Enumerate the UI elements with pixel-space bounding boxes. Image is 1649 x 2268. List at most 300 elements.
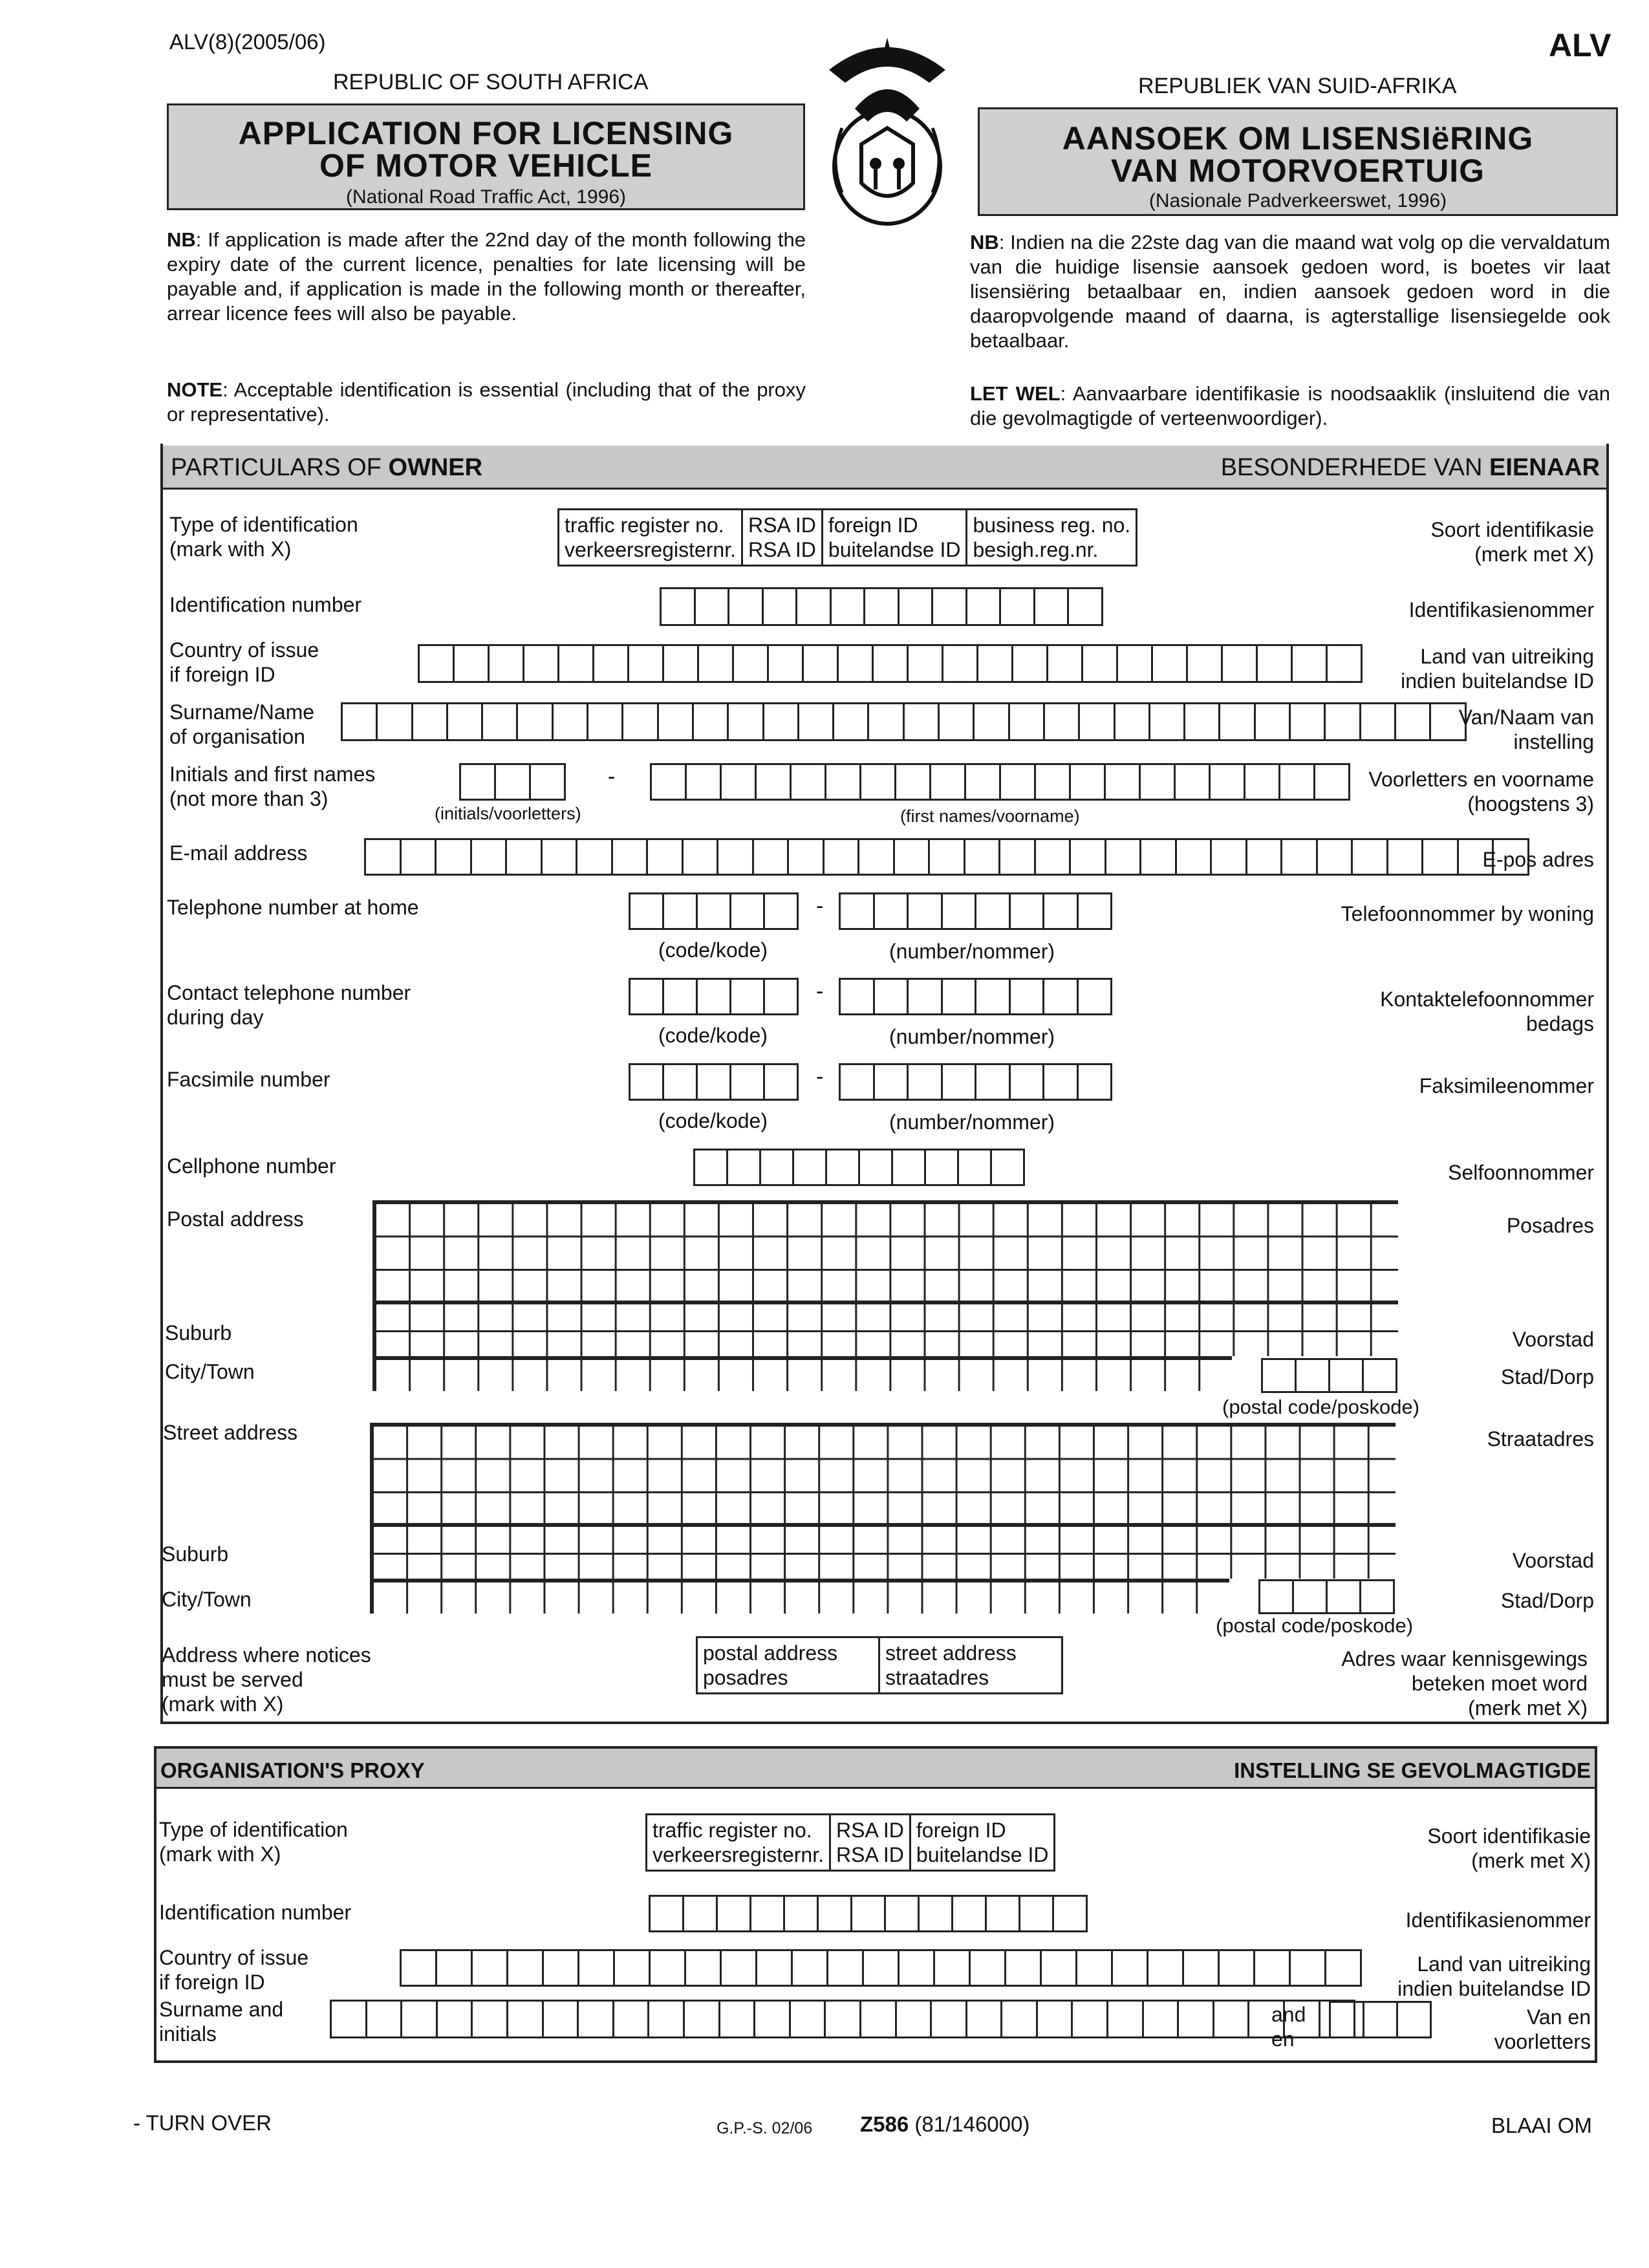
input-cell[interactable] [1071,765,1106,799]
input-cell[interactable] [1256,704,1291,739]
input-cell[interactable] [1011,894,1045,928]
input-cell[interactable] [722,765,757,799]
input-cell[interactable] [967,2002,1003,2036]
input-cell[interactable] [544,1951,579,1985]
input-cell[interactable] [967,589,1002,624]
proxy-section-header [156,1749,1595,1789]
input-cell[interactable] [1044,894,1079,928]
input-cell[interactable] [978,646,1013,681]
input-cell[interactable] [437,1951,473,1985]
input-cell[interactable] [684,1897,718,1930]
input-cell[interactable] [1141,840,1177,874]
owner-postal-address-grid[interactable] [372,1200,1398,1301]
input-cell[interactable] [651,1897,684,1930]
input-cell[interactable] [909,894,943,928]
title-en-line2: OF MOTOR VEHICLE [319,147,653,184]
input-cell[interactable] [508,2002,544,2036]
input-cell[interactable] [841,1065,875,1099]
input-cell[interactable] [1212,840,1247,874]
input-cell[interactable] [1188,646,1223,681]
input-cell[interactable] [577,840,613,874]
input-cell[interactable] [1331,2003,1364,2036]
input-cell[interactable] [895,840,931,874]
input-cell[interactable] [1364,1360,1397,1391]
input-cell[interactable] [413,704,448,739]
input-cell[interactable] [1263,1360,1297,1391]
input-cell[interactable] [1211,765,1245,799]
input-cell[interactable] [664,1065,698,1099]
owner-first-names-field[interactable] [650,763,1350,801]
input-cell[interactable] [754,840,790,874]
input-cell[interactable] [757,1951,793,1985]
input-cell[interactable] [1361,1581,1395,1612]
input-cell[interactable] [1011,1065,1045,1099]
input-cell[interactable] [473,1951,508,1985]
input-cell[interactable] [1258,646,1293,681]
input-cell[interactable] [402,1951,437,1985]
input-cell[interactable] [1361,704,1396,739]
input-cell[interactable] [629,646,664,681]
input-cell[interactable] [792,765,826,799]
input-cell[interactable] [686,1951,722,1985]
input-cell[interactable] [1297,1360,1330,1391]
input-cell[interactable] [343,704,378,739]
input-cell[interactable] [402,840,437,874]
input-cell[interactable] [965,840,1001,874]
input-cell[interactable] [630,980,664,1013]
input-cell[interactable] [789,840,824,874]
input-cell[interactable] [436,840,472,874]
owner-fax-code-field[interactable] [629,1063,799,1101]
input-cell[interactable] [1044,1065,1079,1099]
turn-over-text: - TURN OVER [133,2111,272,2135]
input-cell[interactable] [1353,840,1388,874]
input-cell[interactable] [1364,2003,1398,2036]
input-cell[interactable] [943,894,977,928]
input-cell[interactable] [861,2002,897,2036]
input-cell[interactable] [959,1150,992,1184]
input-cell[interactable] [1291,1951,1326,1985]
input-cell[interactable] [531,765,566,799]
owner-surname-field[interactable] [341,702,1467,741]
owner-street-city-grid[interactable] [370,1579,1229,1614]
input-cell[interactable] [799,704,834,739]
input-cell[interactable] [933,589,967,624]
input-cell[interactable] [687,765,722,799]
input-cell[interactable] [728,1150,761,1184]
input-cell[interactable] [698,1065,731,1099]
input-cell[interactable] [765,1065,799,1099]
input-cell[interactable] [1106,765,1141,799]
input-cell[interactable] [420,646,455,681]
input-cell[interactable] [932,2002,967,2036]
input-cell[interactable] [1080,704,1115,739]
input-cell[interactable] [455,646,490,681]
owner-country-label-en: Country of issue if foreign ID [169,638,319,686]
input-cell[interactable] [971,1951,1006,1985]
input-cell[interactable] [524,646,559,681]
input-cell[interactable] [648,840,684,874]
input-cell[interactable] [1044,980,1079,1013]
input-cell[interactable] [630,1065,664,1099]
input-cell[interactable] [864,1951,900,1985]
input-cell[interactable] [757,765,792,799]
input-cell[interactable] [819,1897,852,1930]
input-cell[interactable] [920,1897,953,1930]
input-cell[interactable] [1073,2002,1108,2036]
input-cell[interactable] [931,765,966,799]
proxy-initials-field[interactable] [1329,2001,1432,2038]
input-cell[interactable] [1054,1897,1088,1930]
input-cell[interactable] [490,646,524,681]
input-cell[interactable] [366,840,402,874]
input-cell[interactable] [1294,1581,1328,1612]
input-cell[interactable] [1006,1951,1042,1985]
input-cell[interactable] [1036,765,1071,799]
owner-id-number-field[interactable] [660,587,1103,626]
tel-home-number-caption: (number/nommer) [889,940,1055,963]
input-cell[interactable] [1069,589,1103,624]
input-cell[interactable] [943,980,977,1013]
input-cell[interactable] [1293,646,1328,681]
input-cell[interactable] [554,704,588,739]
input-cell[interactable] [860,1150,893,1184]
input-cell[interactable] [897,2002,932,2036]
input-cell[interactable] [976,980,1011,1013]
input-cell[interactable] [699,646,734,681]
input-cell[interactable] [651,1951,686,1985]
owner-contact-number-field[interactable] [839,978,1112,1015]
input-cell[interactable] [518,704,553,739]
input-cell[interactable] [332,2002,367,2036]
input-cell[interactable] [1396,704,1431,739]
owner-id-type-foreign-id[interactable]: foreign ID buitelandse ID [823,510,968,565]
input-cell[interactable] [1423,840,1459,874]
input-cell[interactable] [507,840,543,874]
input-cell[interactable] [1150,704,1185,739]
input-cell[interactable] [1083,646,1118,681]
contact-separator: - [816,979,824,1004]
input-cell[interactable] [1035,589,1070,624]
input-cell[interactable] [438,2002,473,2036]
input-cell[interactable] [378,704,413,739]
input-cell[interactable] [722,1951,757,1985]
input-cell[interactable] [1001,589,1035,624]
input-cell[interactable] [579,2002,614,2036]
input-cell[interactable] [875,980,909,1013]
input-cell[interactable] [764,704,799,739]
input-cell[interactable] [1108,2002,1144,2036]
input-cell[interactable] [900,589,934,624]
input-cell[interactable] [839,646,874,681]
input-cell[interactable] [662,589,696,624]
input-cell[interactable] [1002,2002,1038,2036]
input-cell[interactable] [731,894,765,928]
proxy-country-label-en: Country of issue if foreign ID [159,1946,309,1994]
input-cell[interactable] [1141,765,1176,799]
input-cell[interactable] [940,704,975,739]
input-cell[interactable] [588,704,623,739]
input-cell[interactable] [1036,840,1072,874]
owner-cell-field[interactable] [693,1149,1025,1186]
input-cell[interactable] [1280,765,1315,799]
input-cell[interactable] [1328,1581,1361,1612]
owner-street-address-grid[interactable] [370,1423,1396,1523]
input-cell[interactable] [731,1065,765,1099]
owner-email-field[interactable] [364,838,1529,876]
input-cell[interactable] [832,589,866,624]
input-cell[interactable] [794,1150,827,1184]
input-cell[interactable] [1113,1951,1148,1985]
input-cell[interactable] [874,646,909,681]
proxy-id-type-rsa-id[interactable]: RSA ID RSA ID [831,1815,911,1870]
note-en [167,378,806,427]
postal-code-caption-1: (postal code/poskode) [1222,1396,1420,1418]
input-cell[interactable] [1013,646,1048,681]
input-cell[interactable] [966,765,1001,799]
input-cell[interactable] [909,646,943,681]
input-cell[interactable] [953,1897,987,1930]
input-cell[interactable] [1118,646,1153,681]
input-cell[interactable] [1106,840,1142,874]
input-cell[interactable] [1214,2002,1250,2036]
input-cell[interactable] [720,2002,756,2036]
input-cell[interactable] [1179,2002,1214,2036]
input-cell[interactable] [869,704,904,739]
input-cell[interactable] [594,646,629,681]
input-cell[interactable] [1001,765,1036,799]
input-cell[interactable] [1144,2002,1180,2036]
input-cell[interactable] [1000,840,1036,874]
input-cell[interactable] [1011,980,1045,1013]
input-cell[interactable] [694,704,729,739]
owner-postal-suburb-label-en: Suburb [165,1321,232,1345]
proxy-id-type-foreign-id[interactable]: foreign ID buitelandse ID [916,1819,1049,1866]
input-cell[interactable] [613,840,649,874]
input-cell[interactable] [793,1951,828,1985]
owner-contact-code-field[interactable] [629,978,799,1015]
input-cell[interactable] [630,894,664,928]
input-cell[interactable] [797,589,832,624]
input-cell[interactable] [769,646,804,681]
input-cell[interactable] [698,980,731,1013]
input-cell[interactable] [461,765,496,799]
input-cell[interactable] [865,589,900,624]
input-cell[interactable] [875,894,909,928]
input-cell[interactable] [448,704,483,739]
input-cell[interactable] [1223,646,1258,681]
owner-country-field[interactable] [418,644,1363,683]
input-cell[interactable] [1184,1951,1220,1985]
input-cell[interactable] [472,840,508,874]
input-cell[interactable] [1020,1897,1054,1930]
input-cell[interactable] [1328,646,1363,681]
input-cell[interactable] [765,894,799,928]
input-cell[interactable] [1148,1951,1184,1985]
input-cell[interactable] [1330,1360,1364,1391]
input-cell[interactable] [1079,980,1113,1013]
input-cell[interactable] [623,704,658,739]
input-cell[interactable] [684,840,719,874]
input-cell[interactable] [886,1897,920,1930]
input-cell[interactable] [761,1150,794,1184]
input-cell[interactable] [896,765,931,799]
input-cell[interactable] [1318,840,1353,874]
input-cell[interactable] [695,1150,728,1184]
input-cell[interactable] [508,1951,544,1985]
owner-postal-city-grid[interactable] [372,1356,1232,1391]
input-cell[interactable] [764,589,798,624]
input-cell[interactable] [1079,894,1113,928]
input-cell[interactable] [755,2002,791,2036]
input-cell[interactable] [1255,1951,1291,1985]
input-cell[interactable] [543,840,578,874]
input-cell[interactable] [483,704,518,739]
input-cell[interactable] [664,980,698,1013]
input-cell[interactable] [402,2002,438,2036]
input-cell[interactable] [791,2002,826,2036]
owner-tel-home-number-field[interactable] [839,892,1112,930]
input-cell[interactable] [852,1897,886,1930]
input-cell[interactable] [473,2002,508,2036]
input-cell[interactable] [827,1150,860,1184]
input-cell[interactable] [652,765,687,799]
proxy-id-number-field[interactable] [649,1895,1088,1932]
proxy-id-type-traffic-register[interactable]: traffic register no. verkeersregisternr. [647,1815,831,1870]
input-cell[interactable] [841,980,875,1013]
owner-initials-field[interactable] [459,763,566,801]
input-cell[interactable] [943,646,978,681]
owner-fax-number-field[interactable] [839,1063,1112,1101]
input-cell[interactable] [826,2002,861,2036]
input-cell[interactable] [698,894,731,928]
input-cell[interactable] [696,589,730,624]
notices-option-street[interactable]: street address straatadres [885,1641,1017,1689]
input-cell[interactable] [1247,840,1283,874]
input-cell[interactable] [1245,765,1280,799]
owner-notices-label-af: Adres waar kennisgewings beteken moet word (merk met X) [1341,1647,1588,1720]
owner-tel-home-code-field[interactable] [629,892,799,930]
input-cell[interactable] [826,765,861,799]
input-cell[interactable] [1220,704,1255,739]
input-cell[interactable] [1185,704,1220,739]
input-cell[interactable] [367,2002,403,2036]
input-cell[interactable] [943,1065,977,1099]
input-cell[interactable] [731,980,765,1013]
input-cell[interactable] [976,894,1011,928]
proxy-country-field[interactable] [400,1949,1362,1987]
input-cell[interactable] [987,1897,1020,1930]
nb-en-label: NB [167,228,196,251]
input-cell[interactable] [828,1951,864,1985]
input-cell[interactable] [664,894,698,928]
input-cell[interactable] [729,704,764,739]
owner-id-type-traffic-register[interactable]: traffic register no. verkeersregisternr. [559,510,743,565]
input-cell[interactable] [905,704,940,739]
input-cell[interactable] [1079,1065,1113,1099]
input-cell[interactable] [1388,840,1424,874]
input-cell[interactable] [930,840,965,874]
input-cell[interactable] [1045,704,1080,739]
input-cell[interactable] [841,894,875,928]
input-cell[interactable] [975,704,1009,739]
input-cell[interactable] [1326,704,1361,739]
input-cell[interactable] [785,1897,819,1930]
input-cell[interactable] [544,2002,579,2036]
input-cell[interactable] [579,1951,615,1985]
input-cell[interactable] [649,2002,685,2036]
input-cell[interactable] [729,589,764,624]
input-cell[interactable] [893,1150,926,1184]
tel-home-code-caption: (code/kode) [658,938,768,962]
owner-postal-suburb-grid[interactable] [372,1301,1398,1356]
input-cell[interactable] [1077,1951,1113,1985]
input-cell[interactable] [1116,704,1150,739]
input-cell[interactable] [935,1951,971,1985]
input-cell[interactable] [1220,1951,1255,1985]
input-cell[interactable] [1260,1581,1294,1612]
input-cell[interactable] [1048,646,1083,681]
input-cell[interactable] [659,704,694,739]
input-cell[interactable] [1042,1951,1077,1985]
owner-street-postal-code-field[interactable] [1258,1579,1395,1614]
owner-id-number-label-af: Identifikasienommer [1408,598,1594,621]
input-cell[interactable] [1177,840,1212,874]
input-cell[interactable] [875,1065,909,1099]
input-cell[interactable] [824,840,860,874]
input-cell[interactable] [1071,840,1106,874]
input-cell[interactable] [718,840,754,874]
input-cell[interactable] [1326,1951,1362,1985]
input-cell[interactable] [804,646,839,681]
input-cell[interactable] [496,765,531,799]
input-cell[interactable] [1282,840,1318,874]
owner-id-type-rsa-id[interactable]: RSA ID RSA ID [743,510,823,565]
input-cell[interactable] [992,1150,1025,1184]
owner-street-suburb-grid[interactable] [370,1523,1396,1579]
input-cell[interactable] [615,1951,651,1985]
proxy-surname-field[interactable] [330,2000,1355,2038]
input-cell[interactable] [834,704,869,739]
input-cell[interactable] [926,1150,959,1184]
input-cell[interactable] [861,765,896,799]
input-cell[interactable] [1010,704,1045,739]
input-cell[interactable] [614,2002,650,2036]
owner-id-type-business-reg[interactable]: business reg. no. besigh.reg.nr. [973,513,1131,561]
input-cell[interactable] [718,1897,751,1930]
input-cell[interactable] [909,1065,943,1099]
input-cell[interactable] [1315,765,1350,799]
input-cell[interactable] [1291,704,1326,739]
input-cell[interactable] [734,646,769,681]
input-cell[interactable] [909,980,943,1013]
input-cell[interactable] [859,840,895,874]
input-cell[interactable] [1153,646,1188,681]
input-cell[interactable] [976,1065,1011,1099]
input-cell[interactable] [900,1951,935,1985]
input-cell[interactable] [685,2002,720,2036]
form-code: ALV(8)(2005/06) [169,30,326,54]
owner-postal-code-field[interactable] [1261,1358,1397,1393]
input-cell[interactable] [751,1897,785,1930]
input-cell[interactable] [559,646,594,681]
input-cell[interactable] [1038,2002,1073,2036]
input-cell[interactable] [1176,765,1211,799]
input-cell[interactable] [664,646,699,681]
notices-option-postal[interactable]: postal address posadres [698,1638,880,1692]
input-cell[interactable] [765,980,799,1013]
input-cell[interactable] [1398,2003,1432,2036]
